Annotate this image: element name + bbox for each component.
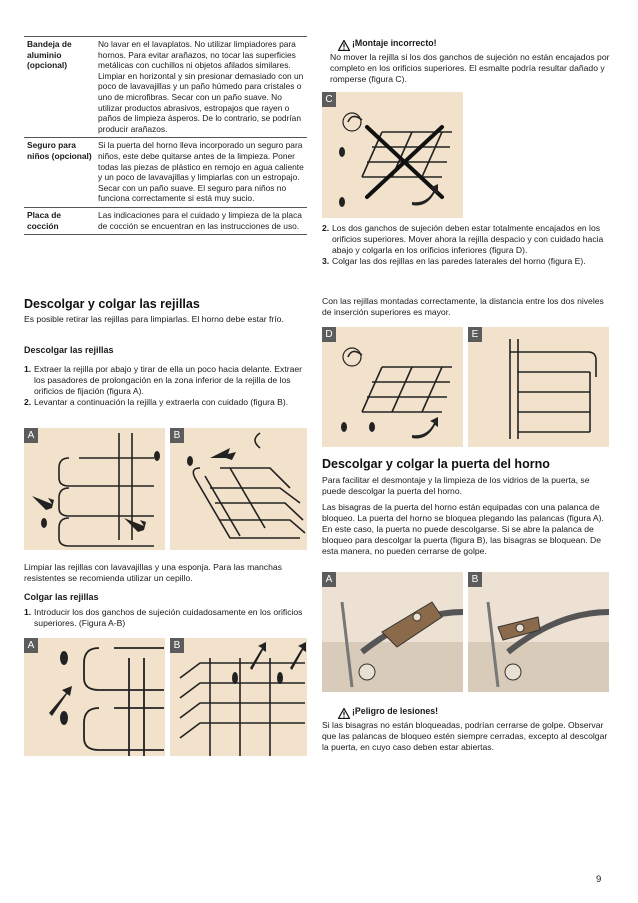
figure-label: B [170, 638, 184, 653]
warning-title: ¡Peligro de lesiones! [352, 706, 439, 716]
step-number: 1. [24, 607, 32, 617]
rack-illustration [170, 428, 307, 550]
hang-steps [24, 607, 307, 629]
list-item [24, 397, 304, 408]
warning-title: ¡Montaje incorrecto! [352, 38, 437, 48]
figure-label: B [170, 428, 184, 443]
warning-text: No mover la rejilla si los dos ganchos de sujeción no están encajados por completo en los orificios superiores. El esmalte podría resultar dañado y romperse (figura C). [330, 52, 610, 84]
figure-label: A [24, 638, 38, 653]
door-heading: Descolgar y colgar la puerta del horno [322, 457, 550, 471]
incorrect-mounting-illustration [322, 92, 463, 218]
list-item [322, 223, 612, 256]
racks-intro: Es posible retirar las rejillas para limpiarlas. El horno debe estar frío. [24, 314, 284, 324]
table-row [24, 37, 307, 138]
remove-steps [24, 364, 304, 408]
step-text: Levantar a continuación la rejilla y extraerla con cuidado (figura B). [34, 397, 289, 407]
rack-illustration [24, 428, 165, 550]
table-key: Placa de cocción [24, 207, 95, 234]
figure-hang-a [24, 638, 165, 756]
hinge-unlocked-illustration [468, 572, 609, 692]
rack-illustration [170, 638, 307, 756]
figure-d [322, 327, 463, 447]
figure-label: A [24, 428, 38, 443]
list-item [24, 607, 307, 629]
figure-label: E [468, 327, 482, 342]
table-value: No lavar en el lavaplatos. No utilizar limpiadores para hornos. Para evitar arañazos, no tocar las superficies metálicas con cuchillos ni objetos afilados similares. Limpiar en horizontal y sin presionar demasiado con un poco de lavavajillas y un paño húmedo para cristales o uno de microfibras. Secar con un paño suave. No utilizar productos abrasivos, estropajos que rayen o paños de limpieza ásperos. De lo contrario, se podrían producir arañazos. [95, 37, 307, 138]
table-value: Si la puerta del horno lleva incorporado un seguro para niños, este debe quitarse antes de la limpieza. Poner todas las piezas de plástico en remojo en agua caliente y un poco de lavavajillas y limpiarlas con un estropajo. Secar con un paño suave. El seguro para niños no funciona correctamente si está muy sucio. [95, 138, 307, 208]
figure-label: A [322, 572, 336, 587]
table-key: Seguro para niños (opcional) [24, 138, 95, 208]
table-row [24, 207, 307, 234]
figure-label: D [322, 327, 336, 342]
warning-text: Si las bisagras no están bloqueadas, podrían cerrarse de golpe. Observar que las palancas de bloqueo estén siempre cerradas, excepto al descolgar la puerta, en cuyo caso deben estar abiertas. [322, 720, 608, 752]
step-text: Los dos ganchos de sujeción deben estar totalmente encajados en los orificios superiores. Mover ahora la rejilla despacio y con cuidado hacia abajo y colgarla en los orificios inferiores (figura D). [332, 223, 604, 255]
rack-lowering-illustration [322, 327, 463, 447]
figure-label: B [468, 572, 482, 587]
cleaning-table [24, 36, 307, 235]
figure-label: C [322, 92, 336, 107]
door-hinges-text: Las bisagras de la puerta del horno están equipadas con una palanca de bloqueo. La puerta del horno se bloquea plegando las palancas (figura A). En este caso, la puerta no puede descolgarse. Si se abre la palanca de bloqueo para descolgar la puerta (figura B), las bisagras se bloquean. De esta manera, no pueden cerrarse de golpe. [322, 502, 604, 556]
figure-remove-a [24, 428, 165, 550]
clean-racks-text: Limpiar las rejillas con lavavajillas y una esponja. Para las manchas resistentes se recomienda utilizar un cepillo. [24, 562, 282, 583]
step-number: 3. [322, 256, 330, 266]
step-text: Extraer la rejilla por abajo y tirar de ella un poco hacia delante. Extraer los pasadores de prolongación en la zona inferior de la rejilla de los orificios de fijación (figura A). [34, 364, 302, 396]
door-intro: Para facilitar el desmontaje y la limpieza de los vidrios de la puerta, se puede descolgar la puerta del horno. [322, 475, 590, 496]
step-number: 2. [24, 397, 32, 407]
hang-steps-continued [322, 223, 612, 267]
distance-note: Con las rejillas montadas correctamente, la distancia entre los dos niveles de inserción superiores es mayor. [322, 296, 604, 317]
step-text: Introducir los dos ganchos de sujeción cuidadosamente en los orificios superiores. (Figura A-B) [34, 607, 303, 628]
table-row [24, 138, 307, 208]
page-number: 9 [596, 874, 602, 885]
table-key: Bandeja de aluminio (opcional) [24, 37, 95, 138]
hang-racks-heading: Colgar las rejillas [24, 592, 99, 602]
rack-illustration [24, 638, 165, 756]
figure-e [468, 327, 609, 447]
figure-remove-b [170, 428, 307, 550]
step-number: 1. [24, 364, 32, 374]
figure-door-a [322, 572, 463, 692]
racks-heading: Descolgar y colgar las rejillas [24, 297, 200, 311]
remove-racks-heading: Descolgar las rejillas [24, 345, 114, 355]
figure-c [322, 92, 463, 218]
hinge-locked-illustration [322, 572, 463, 692]
table-value: Las indicaciones para el cuidado y limpieza de la placa de cocción se encuentran en las instrucciones de uso. [95, 207, 307, 234]
list-item [322, 256, 612, 267]
figure-door-b [468, 572, 609, 692]
figure-hang-b [170, 638, 307, 756]
step-number: 2. [322, 223, 330, 233]
racks-mounted-illustration [468, 327, 609, 447]
list-item [24, 364, 304, 397]
step-text: Colgar las dos rejillas en las paredes laterales del horno (figura E). [332, 256, 586, 266]
